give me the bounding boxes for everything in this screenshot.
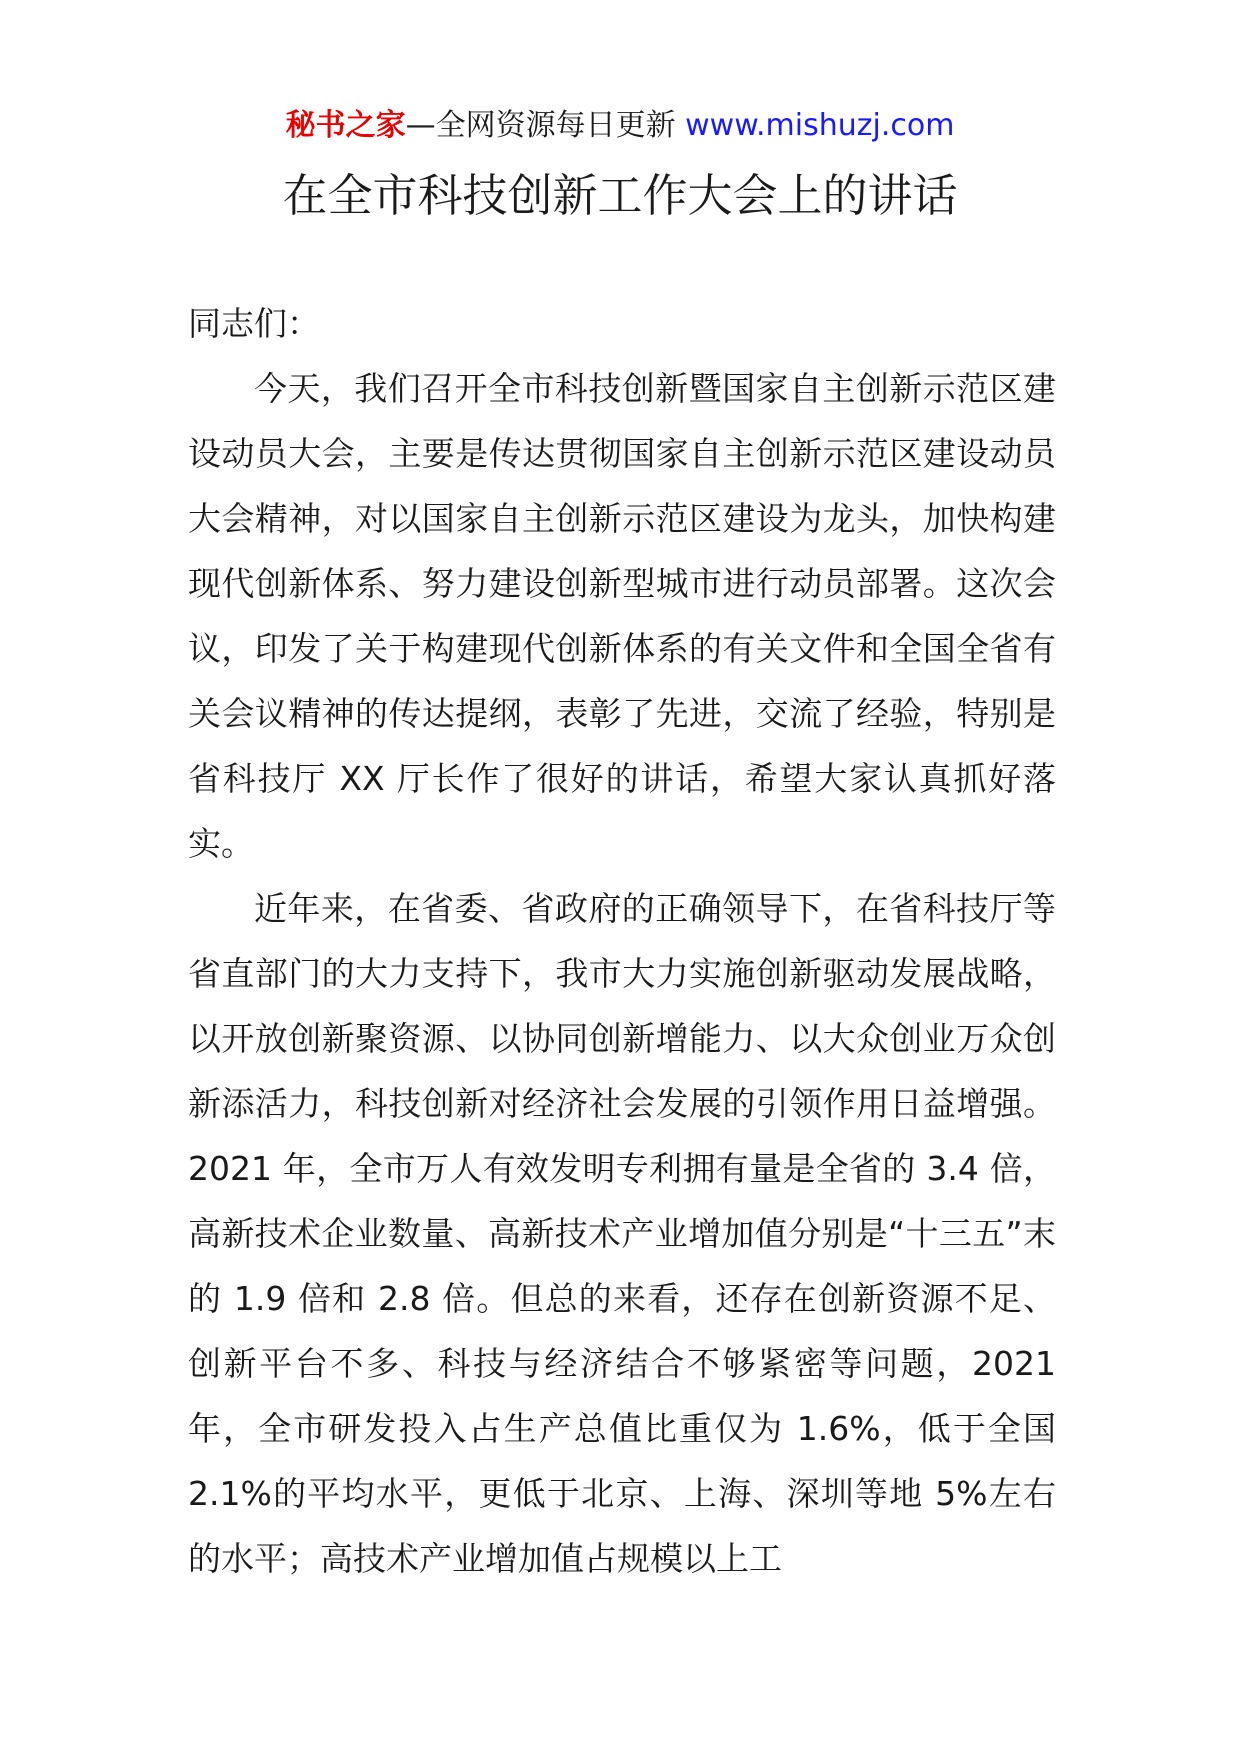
document-title: 在全市科技创新工作大会上的讲话	[282, 169, 958, 222]
paragraph-2: 近年来，在省委、省政府的正确领导下，在省科技厅等省直部门的大力支持下，我市大力实施创新驱动发展战略，以开放创新聚资源、以协同创新增能力、以大众创业万众创新添活力，科技创新对经济社会发展的引领作用日益增强。2021 年，全市万人有效发明专利拥有量是全省的 3.4 倍，高新技术企业数量、高新技术产业增加值分别是“十三五”末的 1.9 倍和 2.8 倍。但总的来看，还存在创新资源不足、创新平台不多、科技与经济结合不够紧密等问题，2021 年，全市研发投入占生产总值比重仅为 1.6%，低于全国 2.1%的平均水平，更低于北京、上海、深圳等地 5%左右的水平；高技术产业增加值占规模以上工	[188, 889, 1056, 1578]
salutation: 同志们：	[188, 304, 320, 343]
site-header	[0, 104, 1240, 148]
paragraph-1: 今天，我们召开全市科技创新暨国家自主创新示范区建设动员大会，主要是传达贯彻国家自主创新示范区建设动员大会精神，对以国家自主创新示范区建设为龙头，加快构建现代创新体系、努力建设创新型城市进行动员部署。这次会议，印发了关于构建现代创新体系的有关文件和全国全省有关会议精神的传达提纲，表彰了先进，交流了经验，特别是省科技厅 XX 厅长作了很好的讲话，希望大家认真抓好落实。	[188, 369, 1056, 863]
site-url-link[interactable]: www.mishuzj.com	[685, 108, 955, 143]
brand-name: 秘书之家	[285, 108, 406, 143]
site-tagline: —全网资源每日更新	[405, 108, 676, 143]
document-body	[188, 291, 1056, 1591]
